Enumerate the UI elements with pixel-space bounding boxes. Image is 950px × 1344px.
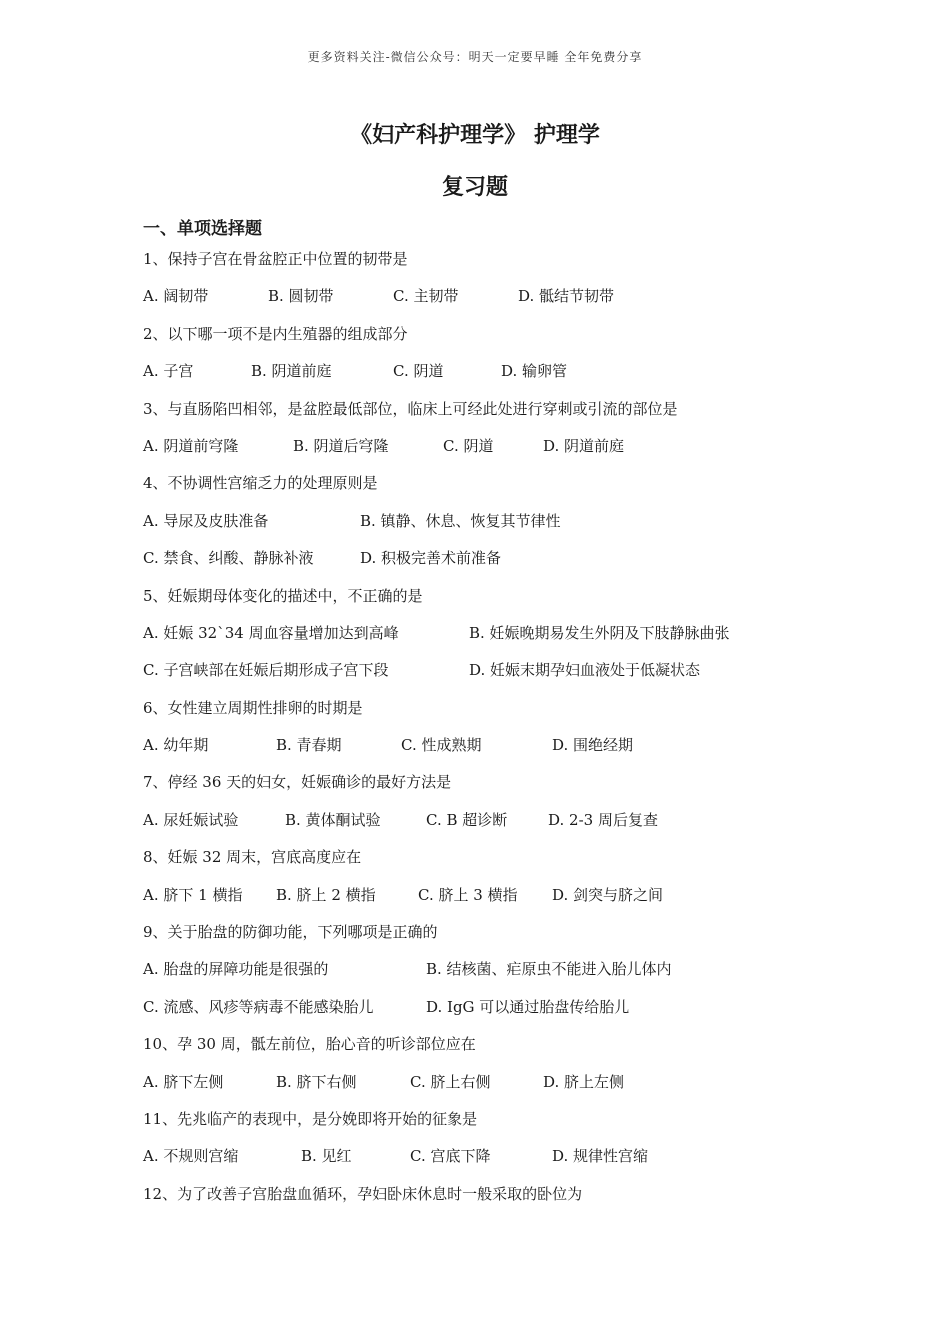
- option-a: A. 子宫: [143, 362, 194, 381]
- option-row: [143, 510, 843, 547]
- question-stem: 10、孕 30 周，骶左前位，胎心音的听诊部位应在: [143, 1035, 476, 1054]
- option-row: [143, 360, 843, 397]
- option-a: A. 阔韧带: [143, 287, 209, 306]
- option-row: [143, 659, 843, 696]
- option-a: A. 脐下 1 横指: [143, 885, 243, 904]
- option-b: B. 见红: [301, 1147, 352, 1166]
- option-d: D. 骶结节韧带: [518, 287, 615, 306]
- option-a: A. 导尿及皮肤准备: [143, 511, 269, 530]
- option-b: B. 镇静、休息、恢复其节律性: [360, 511, 561, 530]
- option-b: B. 脐上 2 横指: [276, 885, 376, 904]
- question-stem: 1、保持子宫在骨盆腔正中位置的韧带是: [143, 250, 408, 268]
- option-row: [143, 547, 843, 584]
- option-row: [143, 734, 843, 771]
- option-b: B. 圆韧带: [268, 287, 334, 306]
- option-c: C. 阴道: [443, 436, 494, 455]
- option-a: A. 脐下左侧: [143, 1072, 224, 1091]
- option-a: A. 阴道前穹隆: [143, 436, 239, 455]
- option-c: C. 阴道: [393, 362, 444, 381]
- option-b: B. 脐下右侧: [276, 1072, 357, 1091]
- option-b: B. 妊娠晚期易发生外阴及下肢静脉曲张: [469, 623, 730, 642]
- option-a: A. 不规则宫缩: [143, 1147, 239, 1166]
- option-d: D. 输卵管: [501, 362, 568, 381]
- option-a: A. 尿妊娠试验: [143, 810, 239, 829]
- option-c: C. 脐上右侧: [410, 1072, 491, 1091]
- question-stem: 4、不协调性宫缩乏力的处理原则是: [143, 474, 378, 493]
- question-stem: 5、妊娠期母体变化的描述中，不正确的是: [143, 586, 423, 605]
- option-row: [143, 809, 843, 846]
- option-row: [143, 996, 843, 1033]
- option-c: C. B 超诊断: [426, 810, 508, 829]
- question-stem: 3、与直肠陷凹相邻，是盆腔最低部位，临床上可经此处进行穿刺或引流的部位是: [143, 399, 678, 418]
- question-stem: 11、先兆临产的表现中，是分娩即将开始的征象是: [143, 1109, 478, 1128]
- option-d: D. 脐上左侧: [543, 1072, 625, 1091]
- option-d: D. 剑突与脐之间: [552, 885, 664, 904]
- option-row: [143, 1145, 843, 1182]
- question-list: [143, 248, 843, 1220]
- option-a: A. 幼年期: [143, 736, 209, 755]
- question-stem: 8、妊娠 32 周末，宫底高度应在: [143, 848, 362, 867]
- option-c: C. 流感、风疹等病毒不能感染胎儿: [143, 997, 374, 1016]
- option-row: [143, 884, 843, 921]
- option-c: C. 宫底下降: [410, 1147, 491, 1166]
- document-subtitle: 复习题: [441, 175, 508, 200]
- option-b: B. 结核菌、疟原虫不能进入胎儿体内: [426, 960, 672, 979]
- option-b: B. 青春期: [276, 736, 342, 755]
- option-b: B. 阴道后穹隆: [293, 436, 389, 455]
- option-row: [143, 958, 843, 995]
- option-row: [143, 435, 843, 472]
- question-stem: 12、为了改善子宫胎盘血循环，孕妇卧床休息时一般采取的卧位为: [143, 1184, 583, 1203]
- option-b: B. 黄体酮试验: [285, 810, 381, 829]
- option-c: C. 主韧带: [393, 287, 459, 306]
- option-d: D. 2-3 周后复查: [548, 810, 658, 829]
- option-c: C. 子宫峡部在妊娠后期形成子宫下段: [143, 661, 389, 680]
- document-title: 《妇产科护理学》 护理学: [350, 123, 600, 148]
- question-stem: 7、停经 36 天的妇女，妊娠确诊的最好方法是: [143, 773, 452, 792]
- option-c: C. 脐上 3 横指: [418, 885, 518, 904]
- option-row: [143, 1071, 843, 1108]
- option-a: A. 妊娠 32`34 周血容量增加达到高峰: [143, 623, 399, 642]
- option-row: [143, 285, 843, 322]
- option-a: A. 胎盘的屏障功能是很强的: [143, 960, 329, 979]
- question-stem: 6、女性建立周期性排卵的时期是: [143, 698, 363, 717]
- option-b: B. 阴道前庭: [251, 362, 332, 381]
- question-stem: 2、以下哪一项不是内生殖器的组成部分: [143, 324, 408, 343]
- option-d: D. 规律性宫缩: [552, 1147, 649, 1166]
- option-c: C. 禁食、纠酸、静脉补液: [143, 549, 314, 568]
- option-c: C. 性成熟期: [401, 736, 482, 755]
- option-d: D. 积极完善术前准备: [360, 549, 502, 568]
- option-d: D. 围绝经期: [552, 736, 634, 755]
- option-d: D. 妊娠末期孕妇血液处于低凝状态: [469, 661, 701, 680]
- option-d: D. IgG 可以通过胎盘传给胎儿: [426, 997, 630, 1016]
- question-stem: 9、关于胎盘的防御功能，下列哪项是正确的: [143, 923, 438, 942]
- option-row: [143, 622, 843, 659]
- section-heading: 一、单项选择题: [143, 219, 262, 239]
- option-d: D. 阴道前庭: [543, 436, 625, 455]
- header-note: 更多资料关注-微信公众号：明天一定要早睡 全年免费分享: [307, 50, 643, 64]
